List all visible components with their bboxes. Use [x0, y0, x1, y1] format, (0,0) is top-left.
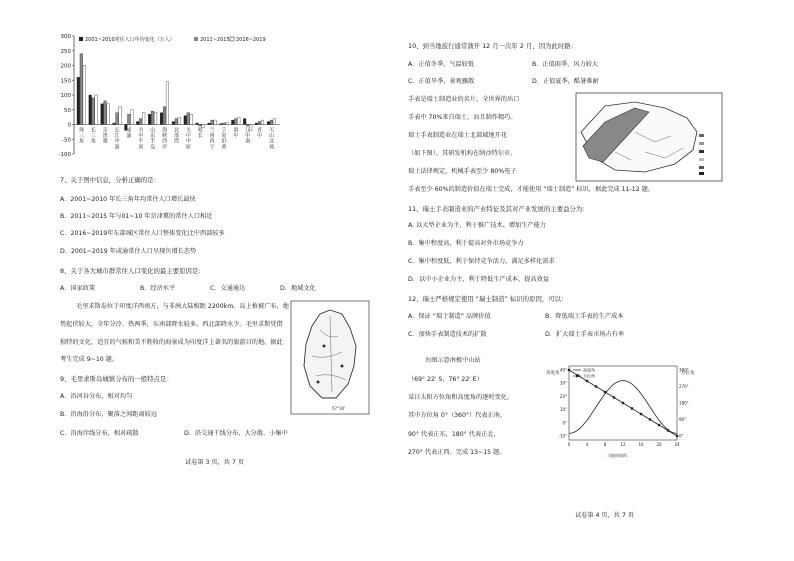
passage-swiss-1: 手表是瑞士制造业的名片，全世界的出口 [408, 96, 520, 103]
bar [175, 119, 178, 125]
category-label: 成渝 [126, 127, 132, 140]
bar [187, 113, 190, 125]
category-label: 京津冀 [102, 127, 108, 145]
bar [139, 119, 142, 125]
bar [172, 122, 175, 125]
bar [190, 114, 193, 124]
azimuth-marker [658, 424, 660, 426]
q12-option-b: B．降低瑞士手表的生产成本 [545, 313, 624, 320]
azimuth-marker [613, 396, 615, 398]
category-label: 兰州西宁 [209, 127, 215, 151]
bar [104, 101, 107, 125]
bar [234, 119, 237, 125]
bar [226, 122, 229, 124]
right-tick-label: 90° [679, 417, 687, 422]
x-axis-label: 当地时间/h [607, 453, 627, 458]
left-tick-label: 10° [559, 407, 567, 413]
azimuth-marker [604, 391, 606, 393]
category-label: 哈长 [197, 127, 203, 140]
left-tick-label: 0° [562, 420, 567, 426]
bar [95, 95, 98, 125]
q8-option-c: C．交通通达 [210, 285, 246, 292]
bar [267, 122, 270, 125]
y-tick-label: 0 [67, 122, 71, 129]
passage-mauritius-1: 毛里求斯岛位于印度洋西南方，与非洲大陆相距 2200km。岛上植被广布，地 [76, 303, 289, 310]
category-label: 关中中原 [185, 127, 191, 151]
q9-option-a: A．沿河谷分布，相对均匀 [60, 393, 133, 400]
bar [142, 113, 145, 125]
right-tick-label: 180° [679, 400, 689, 406]
left-tick-label: 40° [559, 367, 567, 373]
question-12: 12、瑞士严格规定使用 “瑞士制造” 标识的原因，可以： [408, 295, 568, 303]
sun-angle-chart [545, 360, 695, 460]
bar [196, 123, 199, 124]
q12-option-a: A．保证 “瑞士制造” 品牌价值 [408, 313, 491, 320]
altitude-curve [569, 381, 677, 434]
q10-option-b: B．正值雨季，风力较大 [532, 61, 599, 68]
x-tick-label: 24 [674, 442, 680, 447]
y-tick-label: 100 [60, 93, 71, 99]
legend-swatch-2 [194, 37, 198, 41]
x-tick-label: 8 [603, 442, 607, 447]
question-7: 7、关于图中信息，分析正确的是： [60, 176, 160, 184]
right-tick-label: 360° [679, 367, 689, 373]
bar [107, 104, 110, 125]
category-label: 长三角 [90, 127, 96, 145]
bar [148, 114, 151, 124]
q10-option-a: A．正值冬季，气温较低 [408, 61, 475, 68]
category-label: 海峡西岸 [162, 127, 168, 151]
azimuth-marker [649, 418, 651, 420]
bar [270, 120, 273, 124]
x-tick-label: 16 [638, 442, 644, 447]
q11-option-d: D．以中小企业为主，利于降低生产成本，提高效益 [408, 276, 549, 283]
bar [184, 116, 187, 125]
page-footer-left: 试卷第 3 页，共 7 页 [185, 459, 245, 466]
bar [116, 113, 119, 125]
passage-mauritius-4: 考生完成 9~10 题。 [60, 356, 119, 363]
azimuth-marker [568, 369, 570, 371]
bar [163, 107, 166, 125]
legend-swatch-1 [79, 37, 83, 41]
azimuth-marker [631, 407, 633, 409]
map-longitude-label: 57°30' [332, 406, 346, 411]
azimuth-marker [595, 385, 597, 387]
passage-swiss-5: 瑞士法律规定，机械手表至少 80%电子 [408, 168, 517, 175]
bar [128, 114, 131, 124]
question-8: 8、关于各大城市群常住人口变化的最主要原因是： [60, 267, 205, 275]
mauritius-map [290, 300, 370, 415]
bar [246, 125, 249, 126]
bar [255, 123, 258, 124]
q9-option-b: B．沿海沿分布，聚落之间距离较远 [60, 411, 158, 418]
q9-option-c: C．沿海岸线分布，相对疏散 [60, 430, 139, 437]
passage-swiss-4: （如下图），其研发机构在纳沙特尔市。 [408, 150, 517, 157]
legend-label-3: 2016~2019 [236, 37, 266, 43]
x-tick-label: 4 [585, 442, 589, 447]
right-tick-label: 270° [679, 384, 689, 389]
q7-option-d: D．2001~2019 年成渝常住人口呈现负增长态势 [60, 248, 197, 255]
left-tick-label: -10° [558, 433, 567, 439]
bar [243, 119, 246, 125]
question-9: 9、毛里求斯岛城镇分布的一般特点是： [60, 375, 173, 383]
bar [223, 123, 226, 124]
passage-mauritius-3: 独特的文化、适宜的气候和美不胜收的海景成为印度洋上著名的旅游目的地。据此 [60, 339, 283, 346]
category-label: 天山北坡 [269, 127, 275, 151]
q7-option-a: A．2001~2010 年长三角年均常住人口增长最快 [60, 196, 196, 203]
q12-option-c: C．加快手表制造技术的扩散 [408, 331, 487, 338]
right-tick-label: 0° [679, 433, 684, 439]
x-tick-label: 0 [567, 442, 571, 447]
category-label: 珠三角 [78, 127, 84, 145]
bar [113, 123, 116, 124]
passage-swiss-3: 瑞士手表制造业在瑞士北部域地开花 [408, 132, 507, 139]
passage-zhongshan-2: （69° 22′ S，76° 22′ E） [408, 376, 483, 383]
q8-option-b: B．经济水平 [140, 285, 176, 292]
question-10: 10、到当地旅行通常蒲开 12 月一次年 2 月，因为此时路： [408, 42, 578, 50]
passage-zhongshan-5: 90° 代表正东，180° 代表正北， [408, 431, 500, 438]
azimuth-marker [586, 380, 588, 382]
x-tick-label: 12 [620, 442, 626, 447]
y-tick-label: 150 [60, 78, 71, 85]
bar [92, 98, 95, 125]
bar [261, 120, 264, 124]
bar [89, 95, 92, 125]
passage-zhongshan-1: 右图示意南极中山站 [425, 357, 481, 364]
bar [119, 107, 122, 125]
category-label: 长江中游 [114, 127, 120, 151]
legend-azimuth: 方位角 [583, 373, 595, 379]
left-tick-label: 30° [559, 380, 567, 386]
bar [151, 111, 154, 124]
bar [130, 110, 133, 125]
bar [166, 82, 169, 125]
category-label: 晋中 [257, 127, 263, 140]
switzerland-map [575, 92, 723, 182]
right-axis-label: 方位角 [681, 371, 695, 376]
bar [160, 113, 163, 125]
y-tick-label: 50 [64, 107, 71, 114]
y-tick-label: 300 [60, 34, 71, 40]
bar [231, 120, 234, 124]
q7-option-c: C．2016~2019年东部城区常住人口整体变化比中西部较多 [60, 230, 225, 237]
y-tick-label: 200 [60, 63, 71, 70]
passage-zhongshan-4: 其中方位角 0°（360°）代表正南， [408, 412, 507, 419]
bar [258, 122, 261, 125]
passage-swiss-2: 手表中 70%来自瑞士，而且制作精巧。 [408, 114, 517, 121]
bar [211, 120, 214, 124]
category-label: 北部湾 [174, 127, 180, 145]
bar [178, 117, 181, 124]
left-axis-label: 高度角 [546, 371, 560, 376]
y-tick-label: 250 [60, 48, 71, 55]
q8-option-d: D．地域文化 [280, 285, 316, 292]
bar [199, 125, 202, 126]
q8-option-a: A．国家政策 [60, 285, 96, 292]
azimuth-marker [640, 413, 642, 415]
bar [101, 104, 104, 125]
category-label: 辽中南 [245, 127, 251, 145]
bar [80, 54, 83, 125]
q10-option-c: C．正值旱季，景观骤散 [408, 78, 475, 85]
azimuth-marker [676, 435, 678, 437]
legend-altitude: 高度角 [583, 367, 595, 373]
legend-label-1: 2001~2010常住人口年均变化（万人） [85, 37, 175, 43]
population-bar-chart [44, 28, 284, 158]
category-label: 关中平原 [138, 127, 144, 151]
legend-swatch-3 [230, 37, 234, 41]
x-tick-label: 20 [656, 442, 662, 447]
passage-mauritius-2: 势起伏较大，全年分冷、热两季，东南部降水较多，西北部降水少。毛里求斯凭借 [60, 321, 283, 328]
bar [220, 124, 223, 125]
q11-option-c: C．集中程度低，利于保持竞争活力，满足多样化需求 [408, 258, 555, 265]
y-tick-label: -100 [58, 152, 71, 158]
q12-option-d: D．扩大瑞士手表市场占有率 [545, 331, 625, 338]
category-label: 滇中 [233, 127, 239, 140]
legend-label-2: 2011~2015 [200, 37, 230, 43]
q11-option-b: B．集中程度高，利于提高对外市场竞争力 [408, 240, 524, 247]
bar [208, 123, 211, 124]
left-tick-label: 20° [559, 393, 567, 399]
category-label: 宁夏沿黄 [221, 127, 227, 151]
bar [136, 122, 139, 125]
q7-option-b: B．2011~2015 年与01~10 年京津冀的常住人口相近 [60, 213, 213, 220]
azimuth-marker [622, 402, 624, 404]
question-11: 11、瑞士手表制造业的产业特征及其对产业发展的主要益分为： [408, 205, 589, 213]
y-tick-label: -50 [62, 137, 71, 144]
bar [83, 66, 86, 125]
category-label: 山东半岛 [150, 127, 156, 151]
q10-option-d: D．正值夏季，酷暑难耐 [532, 78, 599, 85]
bar [237, 117, 240, 124]
bar [214, 120, 217, 124]
page-footer-right: 试卷第 4 页，共 7 页 [575, 512, 635, 519]
passage-swiss-6: 手表至少 60%的制造价值在瑞士完成，才能使用 “瑞士制造” 标识，据此完成 11-12 题。 [408, 186, 654, 193]
passage-zhongshan-6: 270° 代表正西。完成 13~15 题。 [408, 449, 506, 456]
bar [77, 77, 80, 124]
bar [154, 113, 157, 125]
bar [273, 119, 276, 125]
azimuth-marker [667, 429, 669, 431]
q11-option-a: A. 以大型企业为主，利于推广技术、增加生产能力 [408, 222, 546, 229]
passage-zhongshan-3: 某日太阳方位角和高度角的逐时变化。 [408, 394, 514, 401]
q9-option-d: D．沿交通干线分布，大分散、小集中 [184, 430, 288, 437]
